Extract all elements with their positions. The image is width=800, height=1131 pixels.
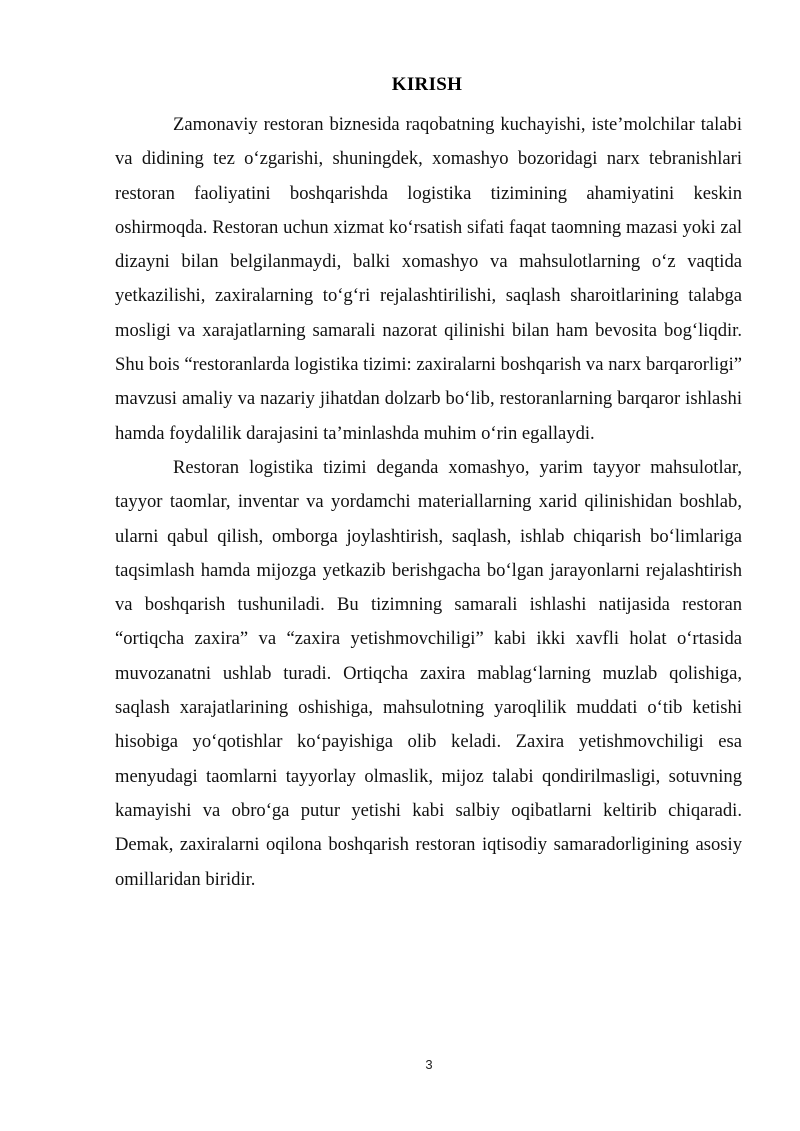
paragraph-1: Zamonaviy restoran biznesida raqobatning kuchayishi, iste’molchilar talabi va didining tez o‘zgarishi, shuningdek, xomashyo bozoridagi narx tebranishlari restoran faoliyatini boshqarishda logistika tizimining ahamiyatini keskin oshirmoqda. Restoran uchun xizmat ko‘rsatish sifati faqat taomning mazasi yoki zal dizayni bilan belgilanmaydi, balki xomashyo va mahsulotlarning o‘z vaqtida yetkazilishi, zaxiralarning to‘g‘ri rejalashtirilishi, saqlash sharoitlarining talabga mosligi va xarajatlarning samarali nazorat qilinishi bilan ham bevosita bog‘liqdir. Shu bois “restoranlarda logistika tizimi: zaxiralarni boshqarish va narx barqarorligi” mavzusi amaliy va nazariy jihatdan dolzarb bo‘lib, restoranlarning barqaror ishlashi hamda foydalilik darajasini ta’minlashda muhim o‘rin egallaydi. [115,114,742,444]
body-text [115,108,742,897]
section-heading: KIRISH [391,74,463,95]
paragraph-2: Restoran logistika tizimi deganda xomashyo, yarim tayyor mahsulotlar, tayyor taomlar, inventar va yordamchi materiallarning xarid qilinishidan boshlab, ularni qabul qilish, omborga joylashtirish, saqlash, ishlab chiqarish bo‘limlariga taqsimlash hamda mijozga yetkazib berishgacha bo‘lgan jarayonlarni rejalashtirish va boshqarish tushuniladi. Bu tizimning samarali ishlashi natijasida restoran “ortiqcha zaxira” va “zaxira yetishmovchiligi” kabi ikki xavfli holat o‘rtasida muvozanatni ushlab turadi. Ortiqcha zaxira mablag‘larning muzlab qolishiga, saqlash xarajatlarining oshishiga, mahsulotning yaroqlilik muddati o‘tib ketishi hisobiga yo‘qotishlar ko‘payishiga olib keladi. Zaxira yetishmovchiligi esa menyudagi taomlarni tayyorlay olmaslik, mijoz talabi qondirilmasligi, sotuvning kamayishi va obro‘ga putur yetishi kabi salbiy oqibatlarni keltirib chiqaradi. Demak, zaxiralarni oqilona boshqarish restoran iqtisodiy samaradorligining asosiy omillaridan biridir. [115,456,742,890]
page-number: 3 [425,1057,433,1072]
